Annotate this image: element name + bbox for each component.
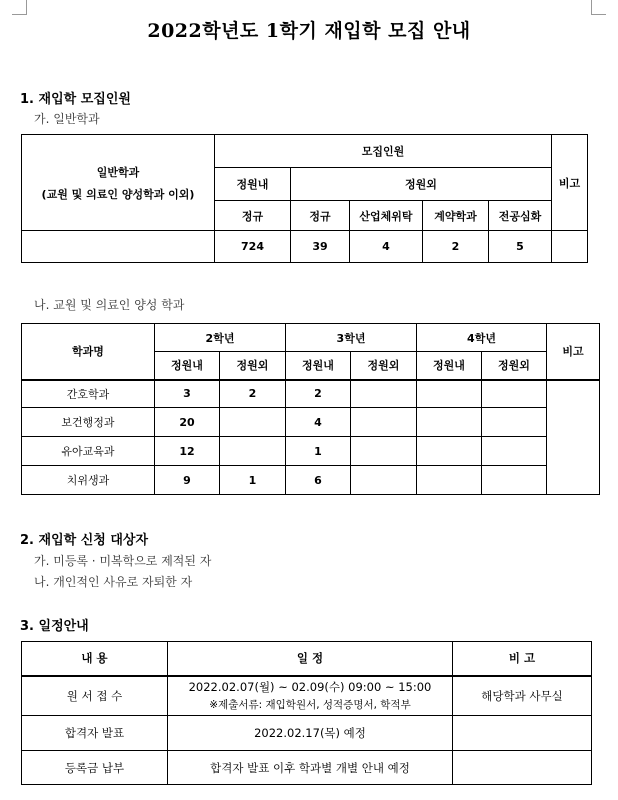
cell-y4-out (482, 466, 547, 495)
year-4-header: 4학년 (417, 324, 547, 352)
cell-y2-in: 3 (155, 380, 220, 408)
y3-in-header: 정원내 (286, 352, 351, 380)
y4-out-header: 정원외 (482, 352, 547, 380)
col-industry: 산업체위탁 (350, 201, 423, 231)
cell-y3-out (351, 408, 417, 437)
section-1-sub-a: 가. 일반학과 (34, 112, 100, 126)
schedule-content: 합격자 발표 (22, 716, 168, 751)
general-dept-table (21, 134, 588, 263)
section-1-sub-b: 나. 교원 및 의료인 양성 학과 (34, 298, 185, 312)
header-content: 내 용 (22, 642, 168, 676)
cell-y4-out (482, 408, 547, 437)
schedule-date: 합격자 발표 이후 학과별 개별 안내 예정 (168, 751, 453, 785)
general-dept-spacer (22, 231, 215, 263)
value-regular-in: 724 (215, 231, 291, 263)
cell-y2-in: 12 (155, 437, 220, 466)
out-quota-header: 정원외 (291, 168, 552, 201)
dept-name: 유아교육과 (22, 437, 155, 466)
general-dept-row-header (22, 135, 215, 231)
cell-y2-out (220, 408, 286, 437)
value-industry: 4 (350, 231, 423, 263)
schedule-note: ※제출서류: 재입학원서, 성적증명서, 학적부 (209, 699, 411, 712)
table-row (22, 380, 600, 408)
value-contract: 2 (423, 231, 489, 263)
table-row (22, 676, 592, 716)
y2-out-header: 정원외 (220, 352, 286, 380)
teacher-medical-dept-table (21, 323, 600, 495)
y2-in-header: 정원내 (155, 352, 220, 380)
cell-y3-out (351, 380, 417, 408)
table-row (22, 466, 600, 495)
table-row (22, 437, 600, 466)
cell-y3-out (351, 437, 417, 466)
section-1-heading: 1. 재입학 모집인원 (20, 92, 131, 107)
dept-name-header: 학과명 (22, 324, 155, 380)
dept-name: 치위생과 (22, 466, 155, 495)
dept-name: 보건행정과 (22, 408, 155, 437)
cell-y2-in: 20 (155, 408, 220, 437)
cell-y4-in (417, 437, 482, 466)
col-advanced: 전공심화 (489, 201, 552, 231)
cell-y2-in: 9 (155, 466, 220, 495)
recruit-header: 모집인원 (215, 135, 552, 168)
year-3-header: 3학년 (286, 324, 417, 352)
header-remark: 비 고 (453, 642, 592, 676)
section-2-heading: 2. 재입학 신청 대상자 (20, 533, 149, 548)
table-row (22, 408, 600, 437)
remark-header-b: 비고 (547, 324, 600, 380)
cell-y4-out (482, 380, 547, 408)
cell-y2-out: 1 (220, 466, 286, 495)
cell-y3-out (351, 466, 417, 495)
year-2-header: 2학년 (155, 324, 286, 352)
document-title: 2022학년도 1학기 재입학 모집 안내 (147, 20, 471, 42)
general-dept-sublabel: (교원 및 의료인 양성학과 이외) (41, 187, 195, 201)
cell-y4-out (482, 437, 547, 466)
cell-y2-out: 2 (220, 380, 286, 408)
value-advanced: 5 (489, 231, 552, 263)
schedule-remark (453, 716, 592, 751)
cell-y4-in (417, 466, 482, 495)
dept-name: 간호학과 (22, 380, 155, 408)
value-regular-out: 39 (291, 231, 350, 263)
cell-y2-out (220, 437, 286, 466)
section-2-item-a: 가. 미등록 · 미복학으로 제적된 자 (34, 554, 212, 568)
page-corner-mark-left (12, 0, 27, 15)
schedule-content: 등록금 납부 (22, 751, 168, 785)
schedule-remark (453, 751, 592, 785)
cell-y4-in (417, 380, 482, 408)
cell-y3-in: 1 (286, 437, 351, 466)
schedule-date: 2022.02.17(목) 예정 (168, 716, 453, 751)
schedule-date (168, 676, 453, 716)
section-3-heading: 3. 일정안내 (20, 619, 89, 634)
table-row (22, 716, 592, 751)
remark-header: 비고 (552, 135, 588, 231)
remark-cell-b (547, 380, 600, 495)
general-dept-label: 일반학과 (96, 165, 140, 179)
schedule-table (21, 641, 592, 785)
header-schedule: 일 정 (168, 642, 453, 676)
value-remark (552, 231, 588, 263)
table-row (22, 751, 592, 785)
col-regular-out: 정규 (291, 201, 350, 231)
cell-y3-in: 4 (286, 408, 351, 437)
cell-y3-in: 6 (286, 466, 351, 495)
schedule-date-text: 2022.02.07(월) ~ 02.09(수) 09:00 ~ 15:00 (188, 680, 432, 695)
schedule-content: 원 서 접 수 (22, 676, 168, 716)
page-corner-mark-right (591, 0, 606, 15)
y4-in-header: 정원내 (417, 352, 482, 380)
y3-out-header: 정원외 (351, 352, 417, 380)
schedule-remark: 해당학과 사무실 (453, 676, 592, 716)
cell-y3-in: 2 (286, 380, 351, 408)
section-2-item-b: 나. 개인적인 사유로 자퇴한 자 (34, 575, 193, 589)
cell-y4-in (417, 408, 482, 437)
col-contract: 계약학과 (423, 201, 489, 231)
col-regular-in: 정규 (215, 201, 291, 231)
in-quota-header: 정원내 (215, 168, 291, 201)
